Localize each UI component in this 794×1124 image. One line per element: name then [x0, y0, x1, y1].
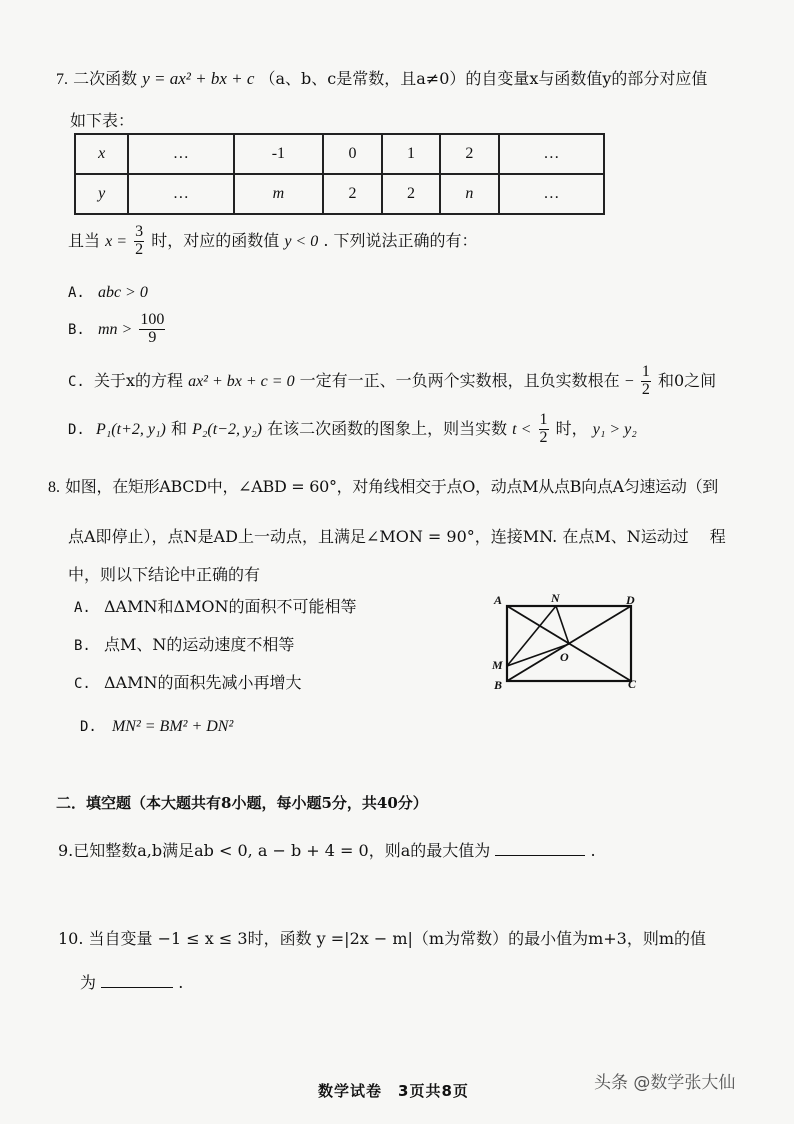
option-text: ΔAMN和ΔMON的面积不可能相等 — [103, 597, 357, 616]
option-text: abc > 0 — [97, 284, 148, 301]
q7-cond-text-b: 时，对应的函数值 — [151, 230, 280, 250]
option-expression: ax² + bx + c = 0 — [188, 372, 295, 390]
option-point-p1: P₁(t+2, y₁) — [95, 420, 166, 438]
q7-number: 7. — [56, 71, 68, 88]
table-cell: … — [128, 174, 233, 214]
option-text: 在该二次函数的图象上，则当实数 — [267, 418, 508, 438]
option-point-p2: P₂(t−2, y₂) — [192, 420, 262, 438]
q8-rectangle-figure — [480, 590, 650, 700]
q8-option-b — [74, 632, 294, 655]
q10-period: . — [178, 973, 184, 992]
q7-option-d — [68, 412, 637, 447]
q7-condition — [68, 224, 478, 259]
q10-text: 为 — [80, 973, 97, 992]
option-label: B. — [68, 321, 85, 338]
option-text-b: 一定有一正、一负两个实数根，且负实数根在 — [299, 370, 620, 390]
q10-line1: 10. 当自变量 −1 ≤ x ≤ 3时，函数 y =|2x − m|（m为常数）的最小值为m+3，则m的值 — [58, 929, 707, 948]
q10-answer-blank[interactable] — [101, 973, 173, 988]
q8-stem-line2: 点A即停止），点N是AD上一动点，且满足∠MON = 90°，连接MN. 在点M、N运动过 程 — [68, 527, 726, 546]
table-cell: x — [75, 134, 128, 174]
option-fraction — [641, 364, 651, 399]
option-label: D. — [68, 421, 85, 438]
label-o: O — [560, 650, 569, 664]
option-minus: − — [624, 372, 634, 390]
option-text: ΔAMN的面积先减小再增大 — [103, 673, 302, 692]
q7-function: y = ax² + bx + c — [142, 69, 255, 88]
section2-title: 二．填空题（本大题共有8小题，每小题5分，共40分） — [56, 794, 428, 812]
q8-stem-line1 — [48, 474, 718, 497]
fraction-denominator: 2 — [641, 380, 650, 398]
option-conclusion: y₁ > y₂ — [592, 420, 637, 438]
page-footer: 数学试卷 3页共8页 — [318, 1082, 469, 1100]
q7-cond-fraction — [134, 224, 144, 259]
label-c: C — [628, 677, 637, 691]
fraction-numerator: 1 — [539, 411, 548, 428]
table-cell: y — [75, 174, 128, 214]
table-cell: -1 — [234, 134, 324, 174]
q7-value-table — [74, 133, 605, 215]
q7-cond-text-a: 且当 — [68, 230, 101, 250]
q10-line2 — [80, 970, 183, 993]
fraction-numerator: 100 — [140, 311, 165, 328]
option-text-a: 关于x的方程 — [93, 370, 183, 390]
option-fraction — [539, 412, 549, 447]
q8-option-c — [74, 670, 301, 693]
label-m: M — [492, 658, 503, 672]
option-text: MN² = BM² + DN² — [111, 718, 234, 735]
label-b: B — [494, 678, 503, 692]
q7-option-a — [68, 282, 148, 302]
q8-option-d — [80, 716, 233, 736]
option-text: 点M、N的运动速度不相等 — [103, 635, 295, 654]
table-cell: 1 — [382, 134, 440, 174]
label-d: D — [626, 593, 635, 607]
q7-cond-y: y < 0 — [284, 232, 319, 250]
option-text: 和 — [170, 418, 187, 438]
option-label: B. — [74, 638, 91, 654]
q7-stem-line1 — [56, 66, 707, 89]
segment-no — [556, 606, 569, 644]
q8-option-a — [74, 594, 357, 617]
table-cell: … — [499, 134, 604, 174]
fraction-denominator: 9 — [148, 328, 157, 346]
option-text-c: 和0之间 — [658, 370, 717, 390]
q8-number: 8. — [48, 479, 60, 496]
table-cell: m — [234, 174, 324, 214]
option-label: A. — [68, 285, 85, 301]
label-a: A — [494, 593, 503, 607]
option-label: A. — [74, 600, 91, 616]
fraction-numerator: 3 — [135, 223, 144, 240]
table-cell: … — [499, 174, 604, 214]
table-cell: 2 — [382, 174, 440, 214]
q8-stem-text: 如图，在矩形ABCD中，∠ABD = 60°，对角线相交于点O，动点M从点B向点A匀速运动（到 — [65, 477, 718, 496]
q7-option-b — [68, 312, 167, 347]
q7-cond-text-d: . 下列说法正确的有： — [323, 230, 478, 250]
fraction-denominator: 2 — [135, 240, 144, 258]
q9-text: 9.已知整数a,b满足ab < 0, a − b + 4 = 0，则a的最大值为 — [58, 841, 491, 860]
q7-stem-line2: 如下表： — [70, 111, 135, 130]
label-n: N — [551, 591, 560, 605]
table-cell: 0 — [323, 134, 381, 174]
option-label: D. — [80, 719, 97, 735]
table-cell: 2 — [323, 174, 381, 214]
table-cell: … — [128, 134, 233, 174]
q9-answer-blank[interactable] — [495, 841, 585, 856]
table-cell: 2 — [440, 134, 498, 174]
fraction-numerator: 1 — [641, 363, 650, 380]
option-fraction — [139, 312, 165, 347]
q7-stem-a: 二次函数 — [73, 69, 138, 88]
table-row — [75, 134, 604, 174]
q8-stem-line3: 中，则以下结论中正确的有 — [68, 565, 261, 584]
q9-period: . — [590, 841, 596, 860]
option-inequality: t < — [512, 420, 532, 438]
watermark: 头条 @数学张大仙 — [594, 1073, 736, 1093]
option-label: C. — [68, 373, 85, 390]
q7-cond-x: x = — [105, 232, 128, 250]
table-cell: n — [440, 174, 498, 214]
option-text: 时， — [555, 418, 588, 438]
option-text: mn > — [97, 320, 133, 338]
table-row — [75, 174, 604, 214]
fraction-denominator: 2 — [539, 428, 548, 446]
q9-line — [58, 838, 596, 861]
q7-option-c — [68, 364, 716, 399]
q7-stem-b: （a、b、c是常数，且a≠0）的自变量x与函数值y的部分对应值 — [259, 69, 708, 88]
option-label: C. — [74, 676, 91, 692]
